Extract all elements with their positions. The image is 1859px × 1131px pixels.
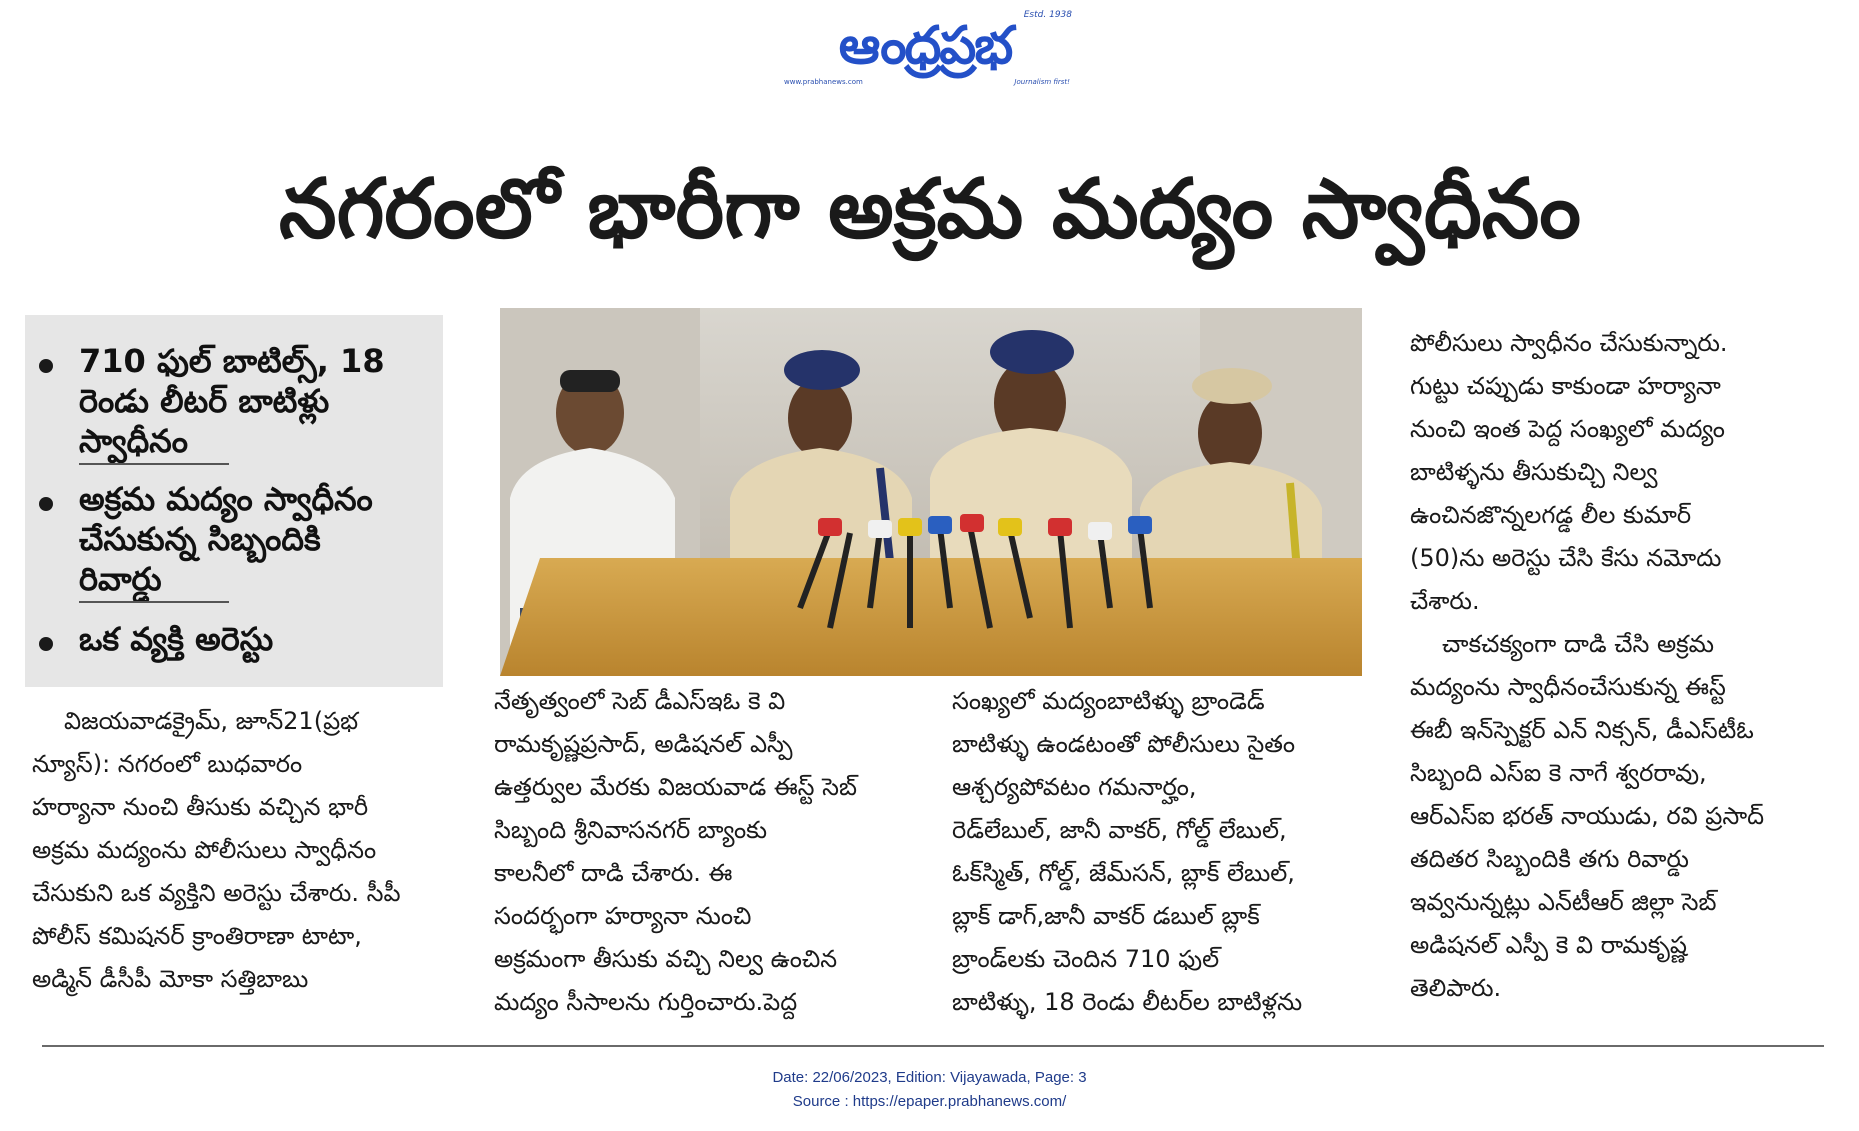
article-line: ఉత్తర్వుల మేరకు విజయవాడ ఈస్ట్ సెబ్: [494, 773, 858, 801]
bullet-icon: [39, 497, 53, 511]
highlight-text: ఒక వ్యక్తి అరెస్టు: [79, 620, 274, 658]
article-line: చాకచక్యంగా దాడి చేసి అక్రమ: [1442, 630, 1715, 658]
footer-divider: [42, 1045, 1824, 1047]
article-line: బ్రాండ్‌లకు చెందిన 710 ఫుల్: [952, 945, 1220, 973]
highlight-divider: [79, 601, 229, 603]
source-url-line: Source : https://epaper.prabhanews.com/: [792, 1093, 1067, 1110]
highlights-box: [25, 315, 443, 687]
article-line: సందర్భంగా హర్యానా నుంచి: [494, 902, 752, 930]
article-line: కాలనీలో దాడి చేశారు. ఈ: [494, 859, 733, 887]
article-line: హర్యానా నుంచి తీసుకు వచ్చిన భారీ: [32, 793, 369, 821]
masthead-url: www.prabhanews.com: [784, 78, 863, 86]
article-column-1: [32, 700, 462, 1001]
edition-date-line: Date: 22/06/2023, Edition: Vijayawada, Page: 3: [772, 1069, 1087, 1086]
article-line: న్యూస్): నగరంలో బుధవారం: [32, 750, 303, 778]
highlight-divider: [79, 463, 229, 465]
article-line: బ్లాక్ డాగ్,జానీ వాకర్ డబుల్ బ్లాక్: [952, 902, 1260, 930]
article-line: పోలీస్ కమిషనర్ క్రాంతిరాణా టాటా,: [32, 922, 362, 950]
masthead-estd: Estd. 1938: [1023, 10, 1072, 20]
clipping-source: [0, 1066, 1859, 1114]
article-line: విజయవాడక్రైమ్, జూన్21(ప్రభ: [64, 707, 359, 735]
highlight-text: అక్రమ మద్యం స్వాధీనం చేసుకున్న సిబ్బందికి రివార్డు: [79, 480, 373, 598]
masthead: [780, 10, 1080, 88]
article-line: మద్యంను స్వాధీనంచేసుకున్న ఈస్ట్: [1410, 673, 1726, 701]
article-line: ఆర్ఎస్ఐ భరత్ నాయుడు, రవి ప్రసాద్: [1410, 802, 1765, 830]
article-line: సిబ్బంది శ్రీనివాసనగర్ బ్యాంకు: [494, 816, 767, 844]
article-line: నుంచి ఇంత పెద్ద సంఖ్యలో మద్యం: [1410, 415, 1725, 443]
article-line: అడ్మిన్ డీసీపీ మోకా సత్తిబాబు: [32, 965, 309, 993]
article-line: బాటిళ్ళు, 18 రెండు లీటర్‌ల బాటిళ్లను: [952, 988, 1303, 1016]
press-meet-photo: [500, 308, 1362, 676]
bullet-icon: [39, 637, 53, 651]
article-line: రామకృష్ణప్రసాద్, అడిషనల్ ఎస్పీ: [494, 730, 793, 758]
article-column-2: [494, 680, 924, 1024]
article-line: తెలిపారు.: [1410, 974, 1502, 1002]
article-line: ఈబీ ఇన్‌స్పెక్టర్ ఎన్ నిక్సన్, డీఎస్‌టీఓ: [1410, 716, 1754, 744]
article-line: ఇవ్వనున్నట్లు ఎన్‌టీఆర్ జిల్లా సెబ్: [1410, 888, 1717, 916]
article-line: సిబ్బంది ఎస్ఐ కె నాగే శ్వరరావు,: [1410, 759, 1707, 787]
article-line: ఓక్‌స్మిత్, గోల్డ్, జేమ్‌సన్, బ్లాక్ లేబుల్,: [952, 859, 1295, 887]
article-line: బాటిళ్ళు ఉండటంతో పోలీసులు సైతం: [952, 730, 1296, 758]
article-line: అడిషనల్ ఎస్పీ కె వి రామకృష్ణ: [1410, 931, 1688, 959]
article-line: రెడ్‌లేబుల్, జానీ వాకర్, గోల్డ్ లేబుల్,: [952, 816, 1287, 844]
bullet-icon: [39, 359, 53, 373]
masthead-tagline: Journalism first!: [1014, 78, 1070, 86]
article-column-4: [1410, 322, 1840, 1010]
press-meet-photo-illustration: [500, 308, 1362, 676]
article-line: బాటిళ్ళను తీసుకుచ్చి నిల్వ: [1410, 458, 1658, 486]
article-line: ఆశ్చర్యపోవటం గమనార్హం,: [952, 773, 1197, 801]
article-line: నేతృత్వంలో సెబ్ డీఎస్ఇఓ కె వి: [494, 687, 786, 715]
newspaper-logo: ఆంధ్రప్రభ: [838, 16, 1012, 76]
article-line: అక్రమంగా తీసుకు వచ్చి నిల్వ ఉంచిన: [494, 945, 838, 973]
article-line: సంఖ్యలో మద్యంబాటిళ్ళు బ్రాండెడ్: [952, 687, 1265, 715]
highlight-text: 710 ఫుల్ బాటిల్స్, 18 రెండు లీటర్ బాటిళ్లు స్వాధీనం: [79, 342, 385, 460]
article-line: తదితర సిబ్బందికి తగు రివార్డు: [1410, 845, 1689, 873]
article-line: అక్రమ మద్యంను పోలీసులు స్వాధీనం: [32, 836, 377, 864]
article-line: (50)ను అరెస్టు చేసి కేసు నమోదు: [1410, 544, 1722, 572]
article-column-3: [952, 680, 1382, 1024]
article-line: ఉంచినజొన్నలగడ్డ లీల కుమార్: [1410, 501, 1692, 529]
article-line: చేశారు.: [1410, 587, 1480, 615]
article-headline: నగరంలో భారీగా అక్రమ మద్యం స్వాధీనం: [279, 162, 1581, 257]
article-line: మద్యం సీసాలను గుర్తించారు.పెద్ద: [494, 988, 798, 1016]
article-line: పోలీసులు స్వాధీనం చేసుకున్నారు.: [1410, 329, 1728, 357]
article-line: చేసుకుని ఒక వ్యక్తిని అరెస్టు చేశారు. సీపీ: [32, 879, 401, 907]
article-line: గుట్టు చప్పుడు కాకుండా హర్యానా: [1410, 372, 1721, 400]
